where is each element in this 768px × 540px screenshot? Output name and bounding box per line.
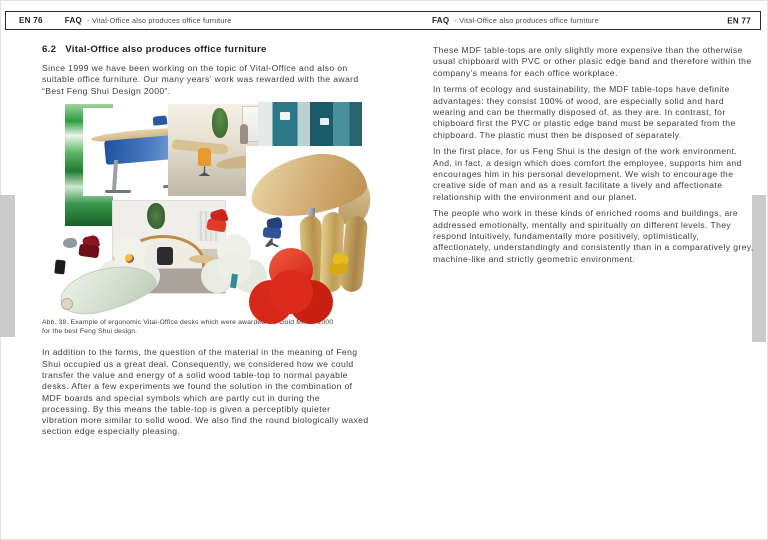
person <box>240 124 248 144</box>
page-number-left: EN 76 <box>19 16 43 25</box>
paragraph-3: In the first place, for us Feng Shui is the design of the work environment. And, in fact, a design which does comfort the employee, supports him and encourages him in his personal development. We wish to encourage the creative side of man and as a result facilitate a lively and affectionate relationship with the environment and our planet. <box>433 146 742 202</box>
chair-blue-back <box>153 116 168 126</box>
figure-collage <box>42 102 369 314</box>
chair-red-seat <box>206 219 227 233</box>
print-mark-left <box>0 195 15 337</box>
body-paragraph: In addition to the forms, the question of the material in the meaning of Feng Shui occupied us a great deal. Consequently, we considered how we could transfer the value and energy of a solid wood table-top to normal payable desks. After a few experiments we found the solution in the combination of MDF boards and special symbols which are partly cut in during the processing. By this means the table-top is given a perceptibly quieter vibration more similar to solid wood. We also find the round biologically waxed section edge especially pleasing. <box>42 347 369 437</box>
right-page-column <box>433 45 755 270</box>
office-chair-orange <box>198 148 211 166</box>
chair-gray <box>62 237 78 249</box>
black-panel <box>54 260 65 275</box>
header-section-left: FAQ <box>64 16 83 25</box>
section-title: Vital-Office also produces office furniture <box>65 44 267 55</box>
chair-maroon-seat <box>78 244 99 259</box>
plant <box>212 108 228 138</box>
intro-paragraph: Since 1999 we have been working on the topic of Vital-Office and also on suitable office furniture. Our many years’ work was rewarded with the award “Best Feng Shui Design 2000”. <box>42 63 359 96</box>
paragraph-2: In terms of ecology and sustainability, the MDF table-tops have definite advantages: they consist 100% of wood, are especially solid and hard wearing and can be thermally disposed of, as they are. In contrast, for chipboard first the PVC or plastic edge band must be separated from the chipboard. The plastic must then be disposed of separately. <box>433 84 736 140</box>
photo-organic-white-tables <box>55 234 175 314</box>
figure-caption: Abb. 38. Example of ergonomic Vital-Office desks which were awarded the Gold Medal 2000 for the best Feng Shui design. <box>42 319 334 336</box>
header-title-left: - Vital-Office also produces office furniture <box>87 16 232 25</box>
chair-wheel-base <box>265 238 279 247</box>
page-header <box>5 11 761 30</box>
monitor <box>320 118 329 125</box>
desk-leg <box>112 160 118 192</box>
plant <box>147 203 165 229</box>
desk-foot <box>105 190 131 193</box>
table-leg-teal <box>230 274 238 289</box>
header-title-right: - Vital-Office also produces office furniture <box>454 16 599 25</box>
chair-blue-seat <box>263 227 282 239</box>
header-section-right: FAQ <box>432 16 450 25</box>
header-right <box>432 12 599 29</box>
page-number-right: EN 77 <box>727 16 751 25</box>
monitor <box>280 112 290 120</box>
photo-team-office-teal <box>258 102 362 148</box>
left-page-column <box>42 44 369 443</box>
section-number: 6.2 <box>42 44 57 55</box>
section-heading <box>42 44 369 55</box>
paragraph-4: The people who work in these kinds of enriched rooms and buildings, are addressed emotionally, mentally and spiritually on different levels. They respond intuitively, fundamentally more positively, optimistically, affectionately, understandingly and consistently than in a comparatively grey, machine-like and strictly geometric environment. <box>433 208 754 264</box>
clover-table-red-center <box>269 270 313 314</box>
paragraph-1: These MDF table-tops are only slightly more expensive than the otherwise usual chipboard with PVC or other plasic edge band and therefore within the company’s means for each office workplace. <box>433 45 752 78</box>
chair-base <box>198 166 211 176</box>
header-left <box>19 12 232 29</box>
photo-colorful-furniture <box>205 210 372 314</box>
